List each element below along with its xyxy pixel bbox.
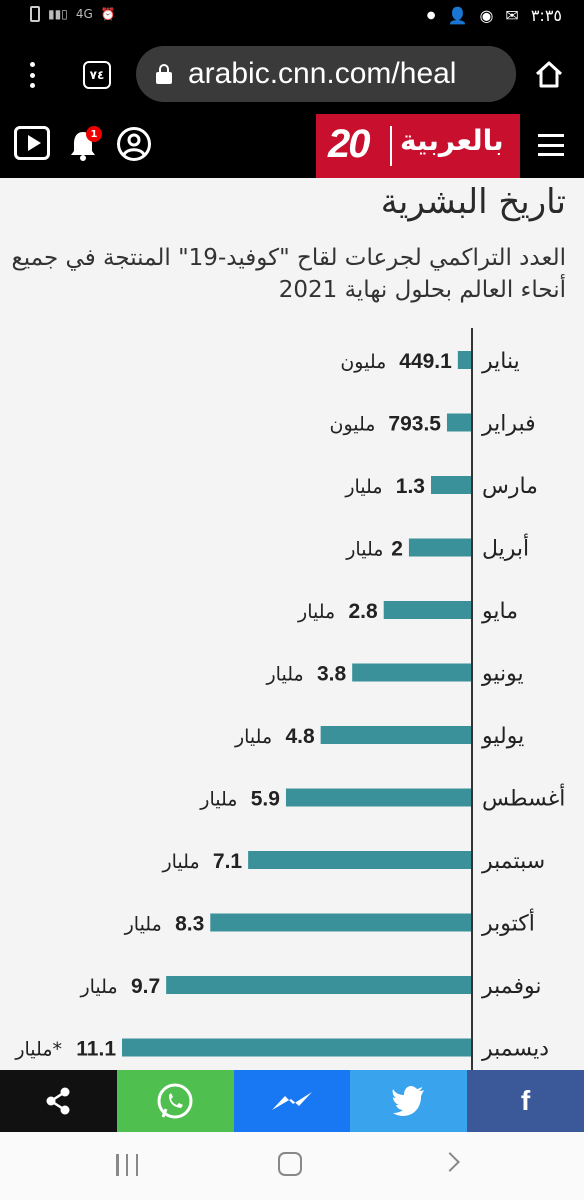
month-label: أبريل <box>482 536 530 562</box>
mail-icon: ✉ <box>505 6 519 25</box>
site-logo[interactable] <box>316 114 520 178</box>
bar-6 <box>321 726 472 744</box>
bar-2 <box>431 476 472 494</box>
messenger-share-icon <box>269 1086 315 1116</box>
share-icon <box>43 1086 73 1116</box>
month-label: ديسمبر <box>482 1036 550 1062</box>
clock-time: ٣:٣٥ <box>530 6 562 25</box>
bar-11 <box>122 1039 472 1057</box>
unit-label: مليار <box>80 976 118 998</box>
back-icon[interactable] <box>440 1152 460 1172</box>
month-label: مايو <box>482 599 518 624</box>
value-label: 449.1 <box>399 350 452 373</box>
twitter-icon <box>392 1086 426 1116</box>
signal-icon: ▮▮▯ <box>48 7 68 21</box>
twitter-button[interactable] <box>350 1070 467 1132</box>
share-button[interactable] <box>0 1070 117 1132</box>
page-title: تاريخ البشرية <box>380 182 566 222</box>
play-icon[interactable] <box>14 126 50 160</box>
whatsapp-button[interactable] <box>117 1070 234 1132</box>
month-label: يناير <box>482 349 520 374</box>
unit-label: مليار <box>124 913 162 936</box>
value-label: 4.8 <box>285 725 315 748</box>
month-label: يونيو <box>482 661 524 687</box>
network-type: 4G <box>75 7 93 21</box>
bar-3 <box>409 539 472 557</box>
value-label: 5.9 <box>250 787 280 811</box>
notification-badge: 1 <box>86 126 102 142</box>
unit-label: مليار <box>234 726 273 748</box>
bar-8 <box>248 851 472 869</box>
logo-text: بالعربية <box>400 124 504 157</box>
messenger-icon: ◉ <box>479 6 494 25</box>
month-label: فبراير <box>482 411 536 437</box>
unit-label: مليار <box>200 788 238 811</box>
status-bar <box>0 0 584 34</box>
unit-label: مليار <box>346 538 384 561</box>
value-label: 2 <box>391 537 403 561</box>
system-nav-bar <box>0 1132 584 1200</box>
month-label: أكتوبر <box>482 911 535 937</box>
article-content <box>0 178 584 1070</box>
value-label: 1.3 <box>395 475 426 498</box>
bar-7 <box>286 789 472 807</box>
share-bar <box>0 1070 584 1132</box>
bar-5 <box>352 664 472 682</box>
alarm-icon: ⏰ <box>100 7 116 21</box>
month-label: أغسطس <box>482 786 566 812</box>
bar-9 <box>210 914 472 932</box>
dot-icon: ● <box>426 10 436 21</box>
unit-label: مليار <box>162 851 200 873</box>
url-bar[interactable] <box>136 46 516 102</box>
logo-number: 20 <box>328 122 369 166</box>
bar-chart <box>0 178 584 1070</box>
month-label: نوفمبر <box>482 974 542 999</box>
whatsapp-icon <box>155 1081 195 1121</box>
lock-icon <box>156 64 172 84</box>
unit-label: مليون <box>340 351 387 373</box>
value-label: 9.7 <box>130 975 161 998</box>
tabs-button[interactable]: ٧٤ <box>83 61 111 89</box>
bar-4 <box>384 601 472 619</box>
user-icon[interactable] <box>116 126 152 162</box>
url-text: arabic.cnn.com/heal <box>188 57 457 90</box>
value-label: 2.8 <box>348 600 378 623</box>
month-label: سبتمبر <box>482 849 546 874</box>
unit-label: مليار* <box>15 1038 62 1061</box>
add-user-icon: 👤 <box>447 6 468 25</box>
value-label: 7.1 <box>212 850 243 873</box>
month-label: يوليو <box>482 724 525 749</box>
unit-label: مليار <box>266 663 304 686</box>
value-label: 793.5 <box>388 412 441 436</box>
home-icon[interactable] <box>534 60 564 88</box>
home-button-icon[interactable] <box>278 1152 302 1176</box>
hamburger-menu-icon[interactable] <box>538 134 564 156</box>
site-header <box>0 114 584 178</box>
messenger-button[interactable] <box>234 1070 351 1132</box>
bar-10 <box>166 976 472 994</box>
battery-icon <box>30 6 40 22</box>
value-label: 11.1 <box>76 1037 116 1061</box>
bar-0 <box>458 351 472 369</box>
facebook-button[interactable]: f <box>467 1070 584 1132</box>
browser-toolbar <box>0 34 584 114</box>
unit-label: مليار <box>298 601 336 623</box>
month-label: مارس <box>482 474 538 499</box>
unit-label: مليون <box>329 413 376 436</box>
value-label: 3.8 <box>316 662 347 686</box>
chart-subtitle: العدد التراكمي لجرعات لقاح "كوفيد-19" المنتجة في جميع أنحاء العالم بحلول نهاية 2021 <box>11 245 566 303</box>
value-label: 8.3 <box>175 912 205 936</box>
menu-dots-icon[interactable] <box>30 62 36 88</box>
recent-apps-icon[interactable] <box>116 1154 138 1176</box>
bar-1 <box>447 414 472 432</box>
unit-label: مليار <box>345 476 383 498</box>
